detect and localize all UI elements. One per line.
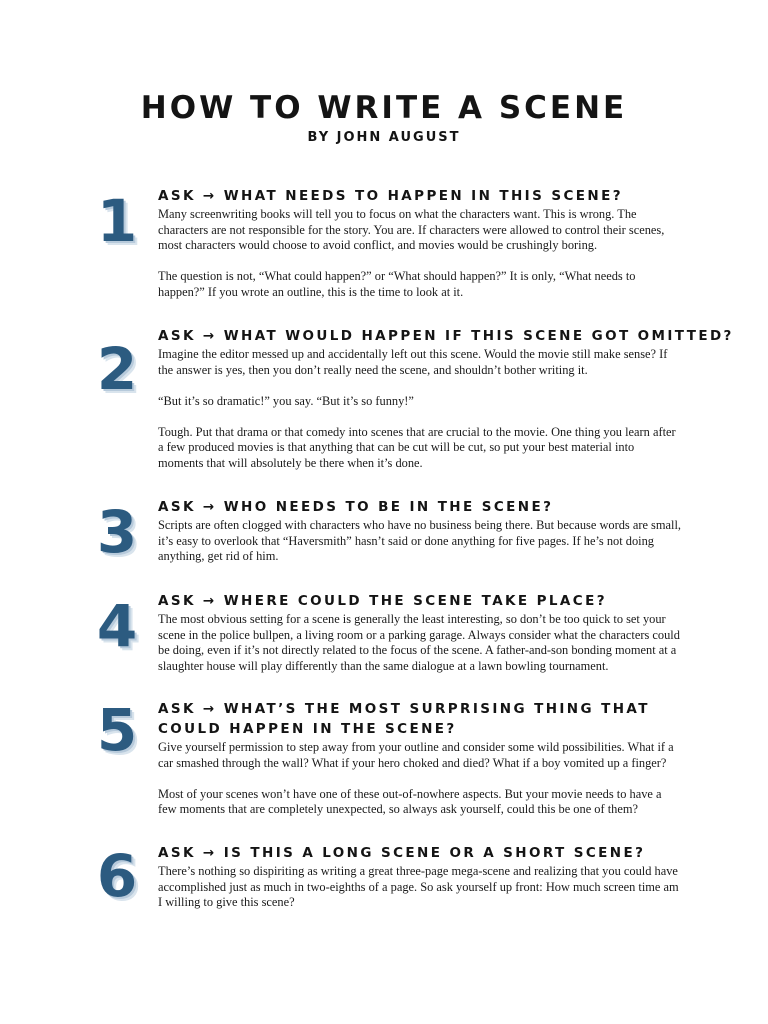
- section-number-1: 1: [96, 187, 138, 255]
- paragraph: “But it’s so dramatic!” you say. “But it’s so funny!”: [158, 393, 414, 408]
- paragraph: Tough. Put that drama or that comedy into scenes that are crucial to the movie. One thing you learn after a few produced movies is that anything that can be cut will be cut, so put your best material into moments that will absolutely be there when it’s done.: [158, 424, 676, 470]
- section-number-4: 4: [96, 592, 138, 660]
- section-heading-4: ASK → WHERE COULD THE SCENE TAKE PLACE?: [158, 593, 607, 609]
- section-number-2: 2: [96, 335, 138, 403]
- page-title: HOW TO WRITE A SCENE: [140, 90, 628, 126]
- paragraph: Many screenwriting books will tell you to focus on what the characters want. This is wrong. The characters are not responsible for the story. You are. If characters were allowed to control their scenes, most characters would choose to avoid conflict, and movies would be crushingly boring.: [158, 207, 665, 252]
- section-heading-3: ASK → WHO NEEDS TO BE IN THE SCENE?: [158, 499, 554, 515]
- paragraph: The question is not, “What could happen?” or “What should happen?” It is only, “What needs to happen?” If you wrote an outline, this is the time to look at it.: [158, 269, 636, 299]
- byline: BY JOHN AUGUST: [307, 130, 461, 145]
- section-body-1: [158, 207, 682, 300]
- paragraph: Imagine the editor messed up and accidentally left out this scene. Would the movie still make sense? If the answer is yes, then you don’t really need the scene, and shouldn’t bother writing it.: [158, 347, 668, 377]
- section-heading-6: ASK → IS THIS A LONG SCENE OR A SHORT SCENE?: [158, 845, 646, 861]
- section-heading-2: ASK → WHAT WOULD HAPPEN IF THIS SCENE GOT OMITTED?: [158, 328, 734, 344]
- paragraph: Scripts are often clogged with characters who have no business being there. But because words are small, it’s easy to overlook that “Haversmith” hasn’t said or done anything for five pages. If he’s not doing anything, get rid of him.: [158, 518, 681, 563]
- section-body-2: [158, 347, 682, 471]
- section-body-4: [158, 612, 682, 674]
- section-body-6: [158, 864, 682, 911]
- section-number-5: 5: [96, 696, 138, 764]
- section-number-3: 3: [96, 498, 138, 566]
- paragraph: The most obvious setting for a scene is generally the least interesting, so don’t be too quick to set your scene in the police bullpen, a living room or a parking garage. Always consider what the characters could be doing, even if it’s not directly related to the focus of the scene. A father-and-son bonding moment at a slaughter house will play differently than the same dialogue at a lawn bowling tournament.: [158, 612, 680, 673]
- section-body-5: [158, 740, 682, 818]
- section-heading-5: ASK → WHAT’S THE MOST SURPRISING THING THAT COULD HAPPEN IN THE SCENE?: [158, 701, 650, 737]
- paragraph: Give yourself permission to step away from your outline and consider some wild possibilities. What if a car smashed through the wall? What if your hero choked and died? What if a boy vomited up a finger?: [158, 740, 674, 770]
- paragraph: Most of your scenes won’t have one of these out-of-nowhere aspects. But your movie needs to have a few moments that are completely unexpected, so always ask yourself, could this be one of them?: [158, 786, 662, 816]
- paragraph: There’s nothing so dispiriting as writing a great three-page mega-scene and realizing that you could have accomplished just as much in two-eighths of a page. So ask yourself up front: How much screen time am I willing to give this scene?: [158, 864, 679, 909]
- section-body-3: [158, 518, 682, 565]
- section-number-6: 6: [96, 842, 138, 910]
- section-heading-1: ASK → WHAT NEEDS TO HAPPEN IN THIS SCENE?: [158, 188, 623, 204]
